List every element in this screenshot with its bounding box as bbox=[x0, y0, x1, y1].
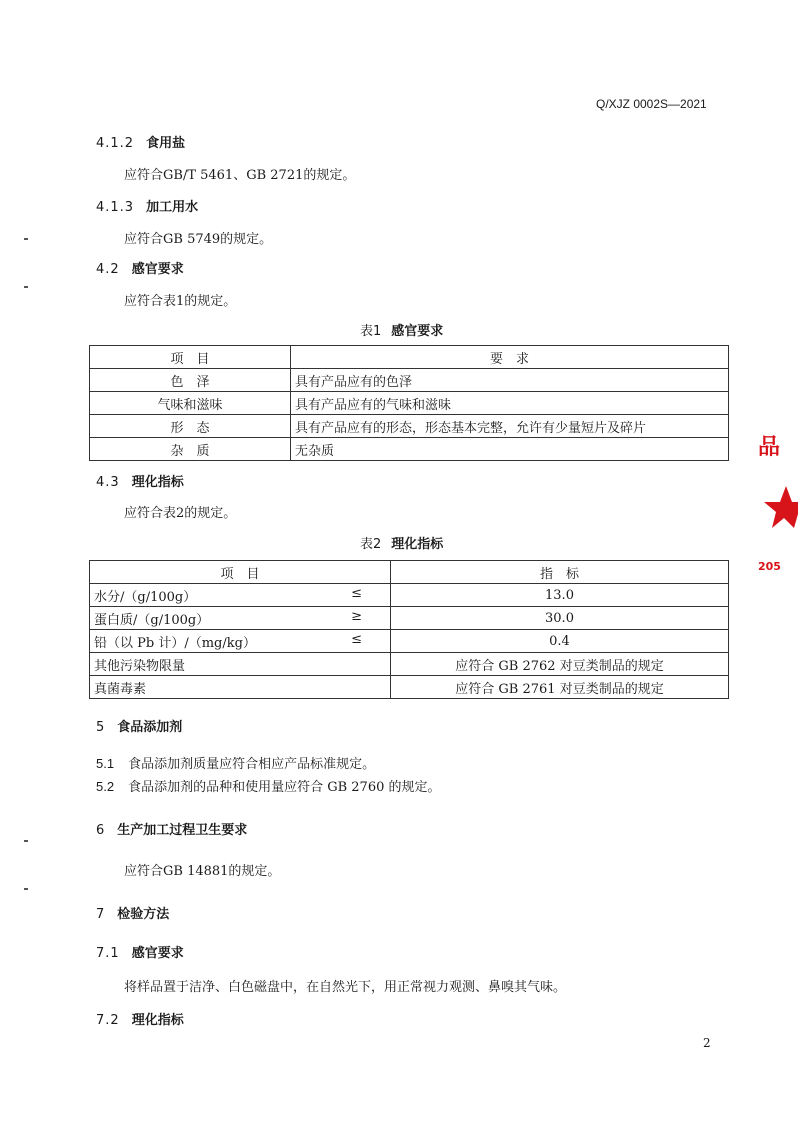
table-cell: 气味和滋味 bbox=[90, 392, 291, 415]
caption-title: 感官要求 bbox=[391, 324, 444, 339]
item-name: 铅（以 Pb 计）/（mg/kg） bbox=[94, 635, 256, 651]
section-title: 感官要求 bbox=[131, 262, 184, 277]
table-row bbox=[90, 653, 729, 676]
section-title: 理化指标 bbox=[131, 1013, 184, 1028]
seal-stamp-number: 205 bbox=[758, 560, 781, 573]
item-number: 5.1 bbox=[96, 756, 115, 771]
scan-mark bbox=[24, 888, 28, 890]
section-heading-4-1-2 bbox=[96, 132, 185, 151]
table-row bbox=[90, 630, 729, 653]
item-name: 真菌毒素 bbox=[94, 681, 147, 697]
section-number: 4.1.3 bbox=[96, 200, 135, 215]
section-heading-7-2 bbox=[96, 1009, 184, 1028]
table-cell bbox=[90, 607, 391, 630]
table-cell: 13.0 bbox=[391, 584, 729, 607]
comparison-symbol: ≤ bbox=[351, 631, 362, 647]
item-text: 食品添加剂的品种和使用量应符合 GB 2760 的规定。 bbox=[128, 780, 441, 795]
list-item bbox=[96, 753, 375, 772]
section-body: 应符合GB/T 5461、GB 2721的规定。 bbox=[124, 168, 356, 183]
item-name: 其他污染物限量 bbox=[94, 658, 186, 674]
table-cell: 无杂质 bbox=[291, 438, 729, 461]
section-number: 6 bbox=[96, 823, 106, 838]
section-heading-4-2 bbox=[96, 258, 184, 277]
table-row bbox=[90, 369, 729, 392]
table-cell: 杂 质 bbox=[90, 438, 291, 461]
scan-mark bbox=[24, 840, 28, 842]
section-body: 应符合GB 5749的规定。 bbox=[124, 232, 273, 247]
section-heading-4-3 bbox=[96, 471, 184, 490]
section-number: 7.1 bbox=[96, 946, 120, 961]
caption-number: 表2 bbox=[360, 537, 382, 552]
table2-caption bbox=[360, 533, 443, 552]
sensory-table bbox=[89, 345, 729, 461]
item-number: 5.2 bbox=[96, 779, 115, 794]
section-number: 7 bbox=[96, 907, 106, 922]
document-code: Q/XJZ 0002S—2021 bbox=[596, 97, 707, 111]
table-cell: 0.4 bbox=[391, 630, 729, 653]
seal-star-icon bbox=[762, 484, 798, 530]
table-row bbox=[90, 415, 729, 438]
caption-number: 表1 bbox=[360, 324, 382, 339]
table-cell: 应符合 GB 2761 对豆类制品的规定 bbox=[391, 676, 729, 699]
section-heading-7-1 bbox=[96, 942, 184, 961]
section-title: 理化指标 bbox=[131, 475, 184, 490]
list-item bbox=[96, 776, 441, 795]
table-cell: 具有产品应有的气味和滋味 bbox=[291, 392, 729, 415]
table-row bbox=[90, 584, 729, 607]
scan-mark bbox=[24, 286, 28, 288]
table-cell bbox=[90, 630, 391, 653]
header-cell: 项 目 bbox=[90, 561, 391, 584]
comparison-symbol: ≤ bbox=[351, 585, 362, 601]
section-title: 检验方法 bbox=[117, 907, 170, 922]
header-cell: 指 标 bbox=[391, 561, 729, 584]
section-body: 应符合表2的规定。 bbox=[124, 506, 237, 521]
section-title: 食品添加剂 bbox=[117, 720, 183, 735]
section-title: 感官要求 bbox=[131, 946, 184, 961]
section-body: 应符合GB 14881的规定。 bbox=[124, 864, 281, 879]
seal-stamp-text: 品 bbox=[758, 435, 781, 460]
physicochemical-table bbox=[89, 560, 729, 699]
section-title: 生产加工过程卫生要求 bbox=[117, 823, 248, 838]
page-number: 2 bbox=[703, 1036, 711, 1050]
section-number: 4.3 bbox=[96, 475, 120, 490]
table-cell: 具有产品应有的色泽 bbox=[291, 369, 729, 392]
item-name: 水分/（g/100g） bbox=[94, 589, 197, 605]
table-row bbox=[90, 392, 729, 415]
section-number: 4.1.2 bbox=[96, 136, 135, 151]
item-text: 食品添加剂质量应符合相应产品标准规定。 bbox=[128, 757, 376, 772]
table-header-row bbox=[90, 346, 729, 369]
table-cell: 应符合 GB 2762 对豆类制品的规定 bbox=[391, 653, 729, 676]
table-cell bbox=[90, 653, 391, 676]
table-cell: 具有产品应有的形态，形态基本完整，允许有少量短片及碎片 bbox=[291, 415, 729, 438]
caption-title: 理化指标 bbox=[391, 537, 444, 552]
header-cell: 项 目 bbox=[90, 346, 291, 369]
table-cell: 色 泽 bbox=[90, 369, 291, 392]
section-heading-6 bbox=[96, 819, 247, 838]
table-cell: 30.0 bbox=[391, 607, 729, 630]
table-row bbox=[90, 607, 729, 630]
scan-mark bbox=[24, 238, 28, 240]
table1-caption bbox=[360, 320, 443, 339]
section-number: 5 bbox=[96, 720, 106, 735]
comparison-symbol: ≥ bbox=[351, 608, 362, 624]
section-heading-5 bbox=[96, 716, 182, 735]
section-body: 应符合表1的规定。 bbox=[124, 294, 237, 309]
section-number: 4.2 bbox=[96, 262, 120, 277]
section-title: 食用盐 bbox=[146, 136, 186, 151]
table-row bbox=[90, 438, 729, 461]
table-cell bbox=[90, 584, 391, 607]
section-heading-4-1-3 bbox=[96, 196, 198, 215]
table-cell bbox=[90, 676, 391, 699]
section-heading-7 bbox=[96, 903, 169, 922]
table-cell: 形 态 bbox=[90, 415, 291, 438]
section-number: 7.2 bbox=[96, 1013, 120, 1028]
table-header-row bbox=[90, 561, 729, 584]
section-title: 加工用水 bbox=[146, 200, 199, 215]
table-row bbox=[90, 676, 729, 699]
item-name: 蛋白质/（g/100g） bbox=[94, 612, 210, 628]
header-cell: 要 求 bbox=[291, 346, 729, 369]
section-body: 将样品置于洁净、白色磁盘中，在自然光下，用正常视力观测、鼻嗅其气味。 bbox=[124, 980, 567, 995]
